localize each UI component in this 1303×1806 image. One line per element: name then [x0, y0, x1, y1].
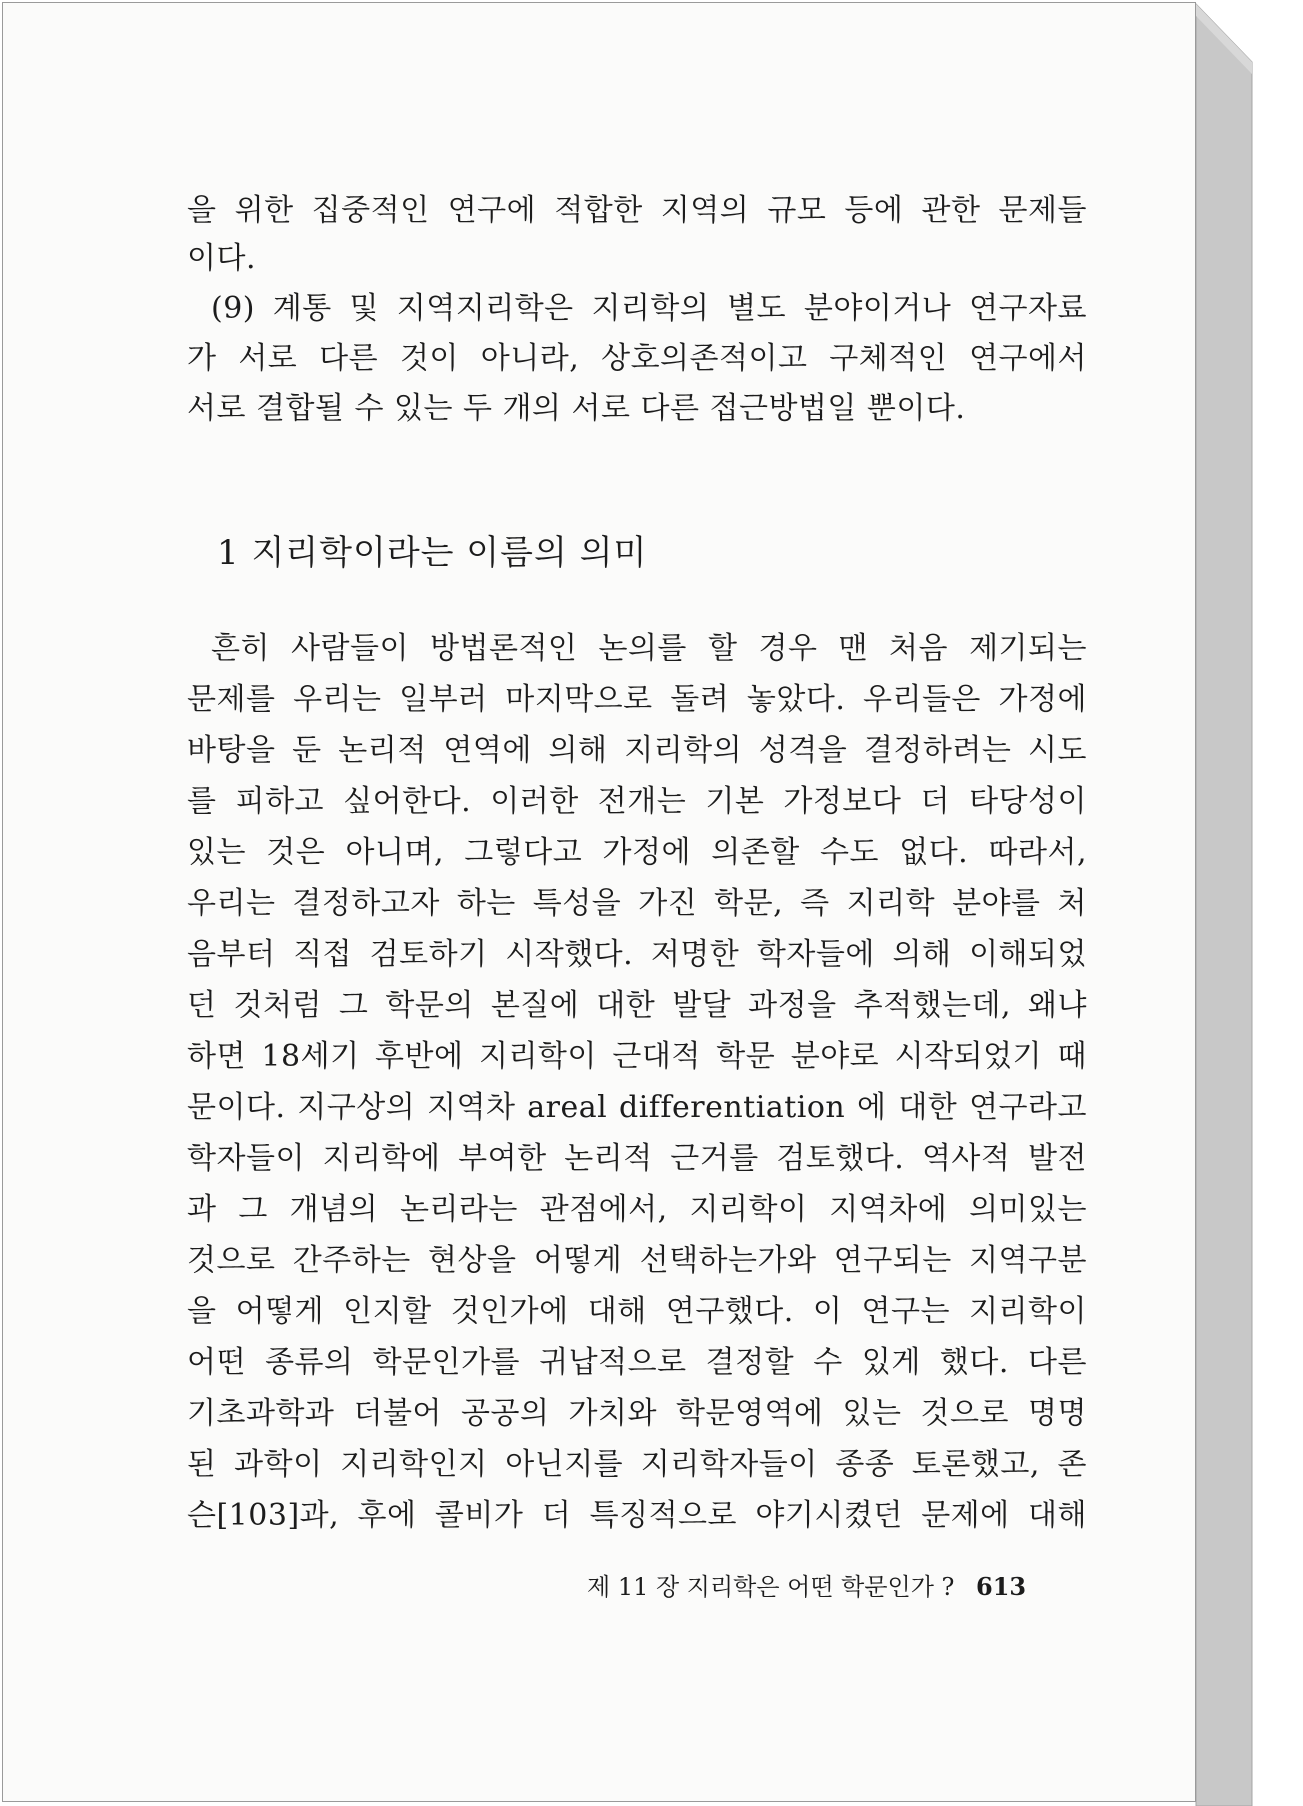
text-line: 된 과학이 지리학인지 아닌지를 지리학자들이 종종 토론했고, 존: [187, 1447, 1087, 1482]
text-line: 음부터 직접 검토하기 시작했다. 저명한 학자들에 의해 이해되었: [187, 937, 1087, 972]
text-line: 하면 18세기 후반에 지리학이 근대적 학문 분야로 시작되었기 때: [187, 1039, 1087, 1074]
text-line: 이다.: [187, 241, 256, 276]
text-line: 어떤 종류의 학문인가를 귀납적으로 결정할 수 있게 했다. 다른: [187, 1345, 1087, 1380]
text-line: 과 그 개념의 논리라는 관점에서, 지리학이 지역차에 의미있는: [187, 1192, 1087, 1227]
text-line: (9) 계통 및 지역지리학은 지리학의 별도 분야이거나 연구자료: [211, 291, 1087, 326]
page-footer: [587, 1571, 1026, 1603]
section-heading: 1 지리학이라는 이름의 의미: [217, 533, 648, 573]
text-line: 를 피하고 싶어한다. 이러한 전개는 기본 가정보다 더 타당성이: [187, 784, 1087, 819]
text-line: 것으로 간주하는 현상을 어떻게 선택하는가와 연구되는 지역구분: [187, 1243, 1087, 1278]
text-line: 문제를 우리는 일부러 마지막으로 돌려 놓았다. 우리들은 가정에: [187, 682, 1087, 717]
text-line: 흔히 사람들이 방법론적인 논의를 할 경우 맨 처음 제기되는: [211, 631, 1087, 666]
text-line: 기초과학과 더불어 공공의 가치와 학문영역에 있는 것으로 명명: [187, 1396, 1087, 1431]
text-line: 가 서로 다른 것이 아니라, 상호의존적이고 구체적인 연구에서: [187, 341, 1087, 376]
text-line: 던 것처럼 그 학문의 본질에 대한 발달 과정을 추적했는데, 왜냐: [187, 988, 1087, 1023]
text-line: 있는 것은 아니며, 그렇다고 가정에 의존할 수도 없다. 따라서,: [187, 835, 1087, 870]
text-line: 을 어떻게 인지할 것인가에 대해 연구했다. 이 연구는 지리학이: [187, 1294, 1087, 1329]
chapter-title: 제 11 장 지리학은 어떤 학문인가 ?: [587, 1573, 955, 1601]
book-page: [2, 2, 1196, 1802]
text-line: 학자들이 지리학에 부여한 논리적 근거를 검토했다. 역사적 발전: [187, 1141, 1087, 1176]
text-line: 우리는 결정하고자 하는 특성을 가진 학문, 즉 지리학 분야를 처: [187, 886, 1087, 921]
text-line: 서로 결합될 수 있는 두 개의 서로 다른 접근방법일 뿐이다.: [187, 391, 966, 426]
text-line: 을 위한 집중적인 연구에 적합한 지역의 규모 등에 관한 문제들: [187, 193, 1087, 228]
text-line: 슨[103]과, 후에 콜비가 더 특징적으로 야기시켰던 문제에 대해: [187, 1498, 1087, 1533]
text-line: 문이다. 지구상의 지역차 areal differentiation 에 대한 연구라고: [187, 1090, 1087, 1125]
text-line: 바탕을 둔 논리적 연역에 의해 지리학의 성격을 결정하려는 시도: [187, 733, 1087, 768]
page-number: 613: [976, 1572, 1027, 1601]
